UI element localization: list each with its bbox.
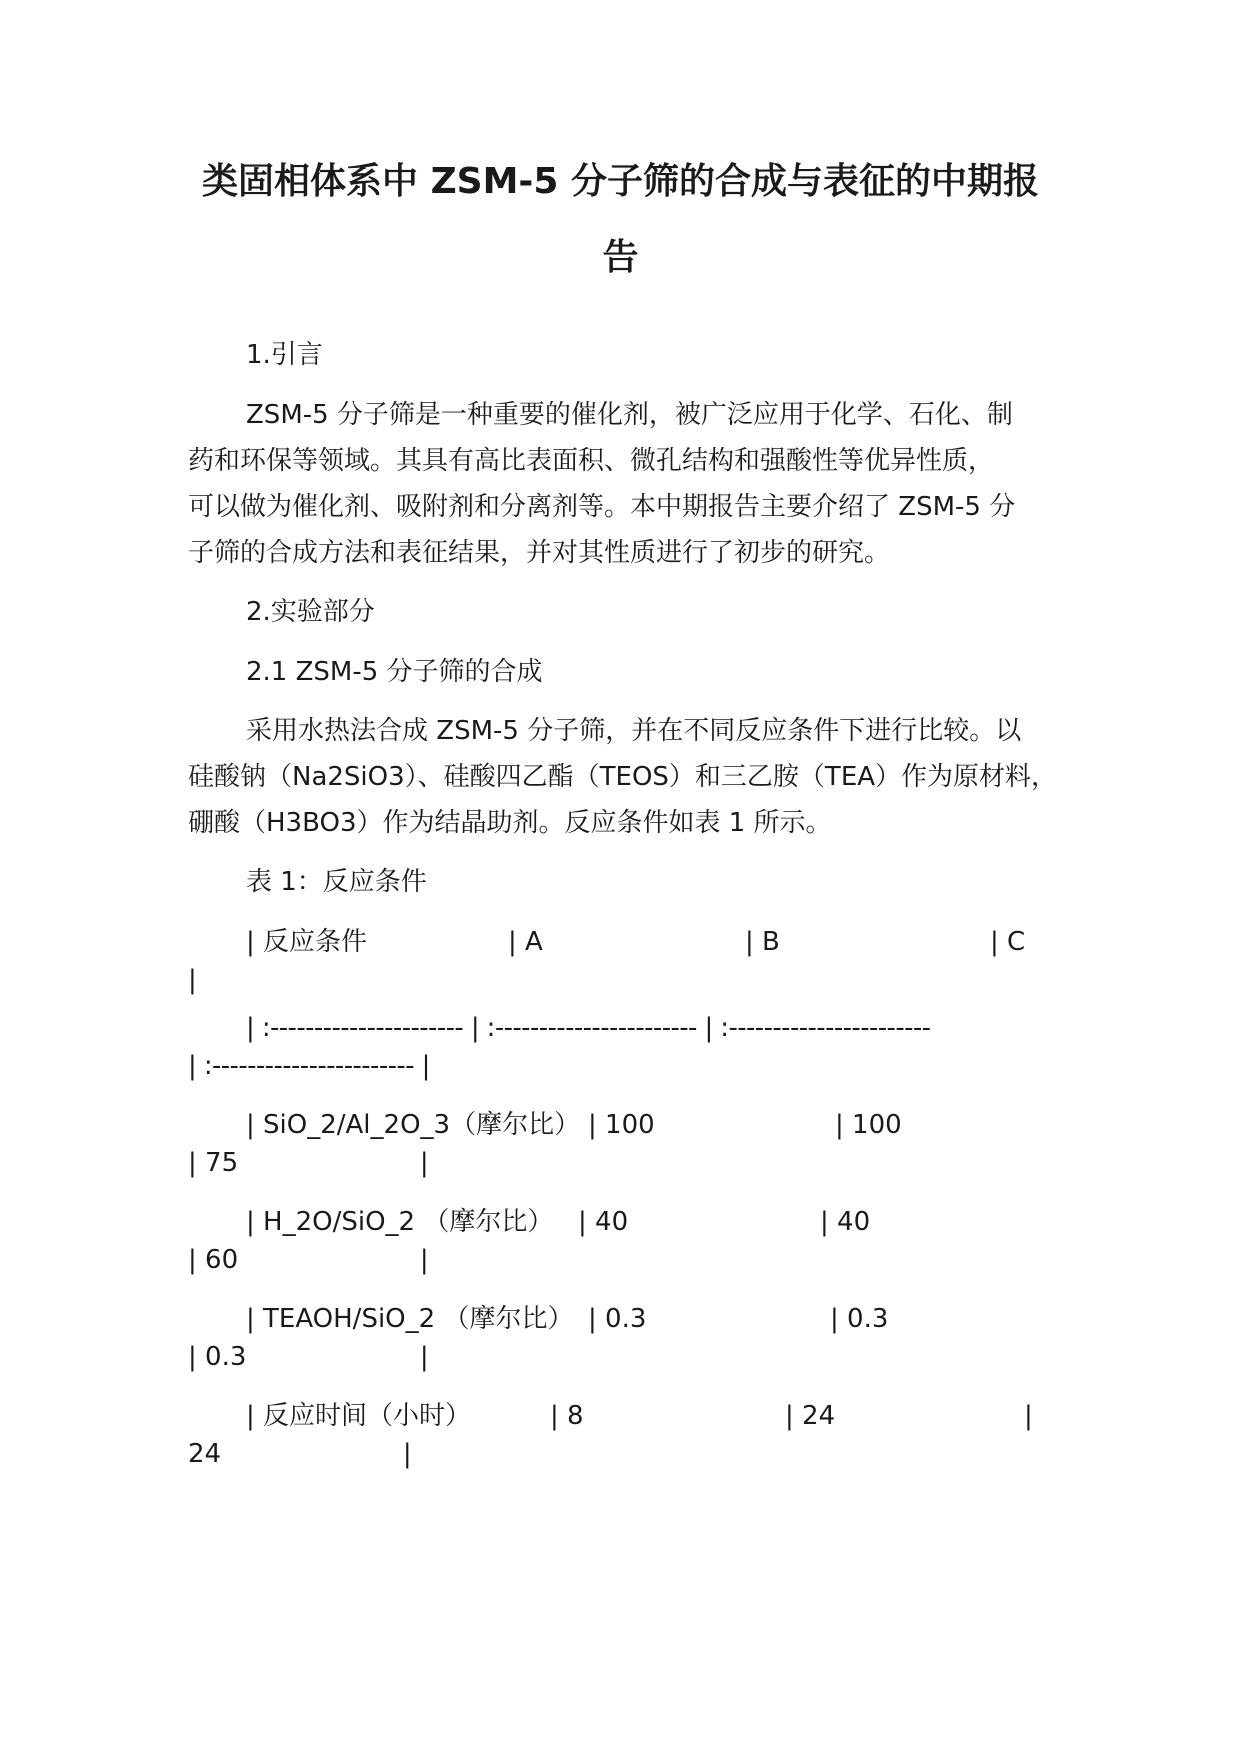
table-cell: | 40: [578, 1207, 629, 1237]
table-cell: |: [1024, 1401, 1033, 1431]
table-cell: | 40: [820, 1207, 871, 1237]
table-cell-wrap: | 75 |: [188, 1148, 429, 1178]
table-separator: | :---------------------- | :----------------------- | :-----------------------: [246, 1013, 931, 1043]
table-cell: | B: [745, 927, 780, 957]
synthesis-paragraph-line: 采用水热法合成 ZSM-5 分子筛，并在不同反应条件下进行比较。以: [246, 716, 1022, 746]
table-cell: | A: [508, 927, 543, 957]
synthesis-paragraph-line: 硅酸钠（Na2SiO3）、硅酸四乙酯（TEOS）和三乙胺（TEA）作为原材料，: [188, 762, 1058, 792]
intro-paragraph-line: 子筛的合成方法和表征结果，并对其性质进行了初步的研究。: [188, 538, 891, 568]
table-cell: | 反应条件: [246, 927, 368, 957]
intro-paragraph-line: 药和环保等领域。其具有高比表面积、微孔结构和强酸性等优异性质，: [188, 446, 995, 476]
document-title-line-1: 类固相体系中 ZSM-5 分子筛的合成与表征的中期报: [202, 161, 1039, 202]
table-separator-wrap: | :----------------------- |: [188, 1051, 430, 1081]
section-heading-intro: 1.引言: [246, 340, 323, 370]
table-cell: | TEAOH/SiO_2 （摩尔比）: [246, 1304, 574, 1334]
table-cell-wrap: |: [188, 965, 197, 995]
table-caption: 表 1：反应条件: [246, 867, 427, 897]
table-cell-wrap: | 0.3 |: [188, 1342, 429, 1372]
intro-paragraph-line: ZSM-5 分子筛是一种重要的催化剂，被广泛应用于化学、石化、制: [246, 400, 1013, 430]
table-cell: | 100: [835, 1110, 902, 1140]
subsection-heading-synthesis: 2.1 ZSM-5 分子筛的合成: [246, 657, 543, 687]
table-cell: | 0.3: [588, 1304, 647, 1334]
table-cell: | 反应时间（小时）: [246, 1401, 472, 1431]
table-cell: | 0.3: [830, 1304, 889, 1334]
synthesis-paragraph-line: 硼酸（H3BO3）作为结晶助剂。反应条件如表 1 所示。: [188, 808, 832, 838]
table-cell: | SiO_2/Al_2O_3（摩尔比）: [246, 1110, 581, 1140]
table-cell-wrap: | 60 |: [188, 1245, 429, 1275]
table-cell: | 8: [550, 1401, 584, 1431]
table-cell: | C: [990, 927, 1026, 957]
section-heading-experimental: 2.实验部分: [246, 597, 375, 627]
table-cell: | 100: [588, 1110, 655, 1140]
document-title-line-2: 告: [602, 237, 639, 278]
table-cell-wrap: 24 |: [188, 1439, 412, 1469]
intro-paragraph-line: 可以做为催化剂、吸附剂和分离剂等。本中期报告主要介绍了 ZSM-5 分: [188, 492, 1016, 522]
table-cell: | 24: [785, 1401, 836, 1431]
table-cell: | H_2O/SiO_2 （摩尔比）: [246, 1207, 554, 1237]
